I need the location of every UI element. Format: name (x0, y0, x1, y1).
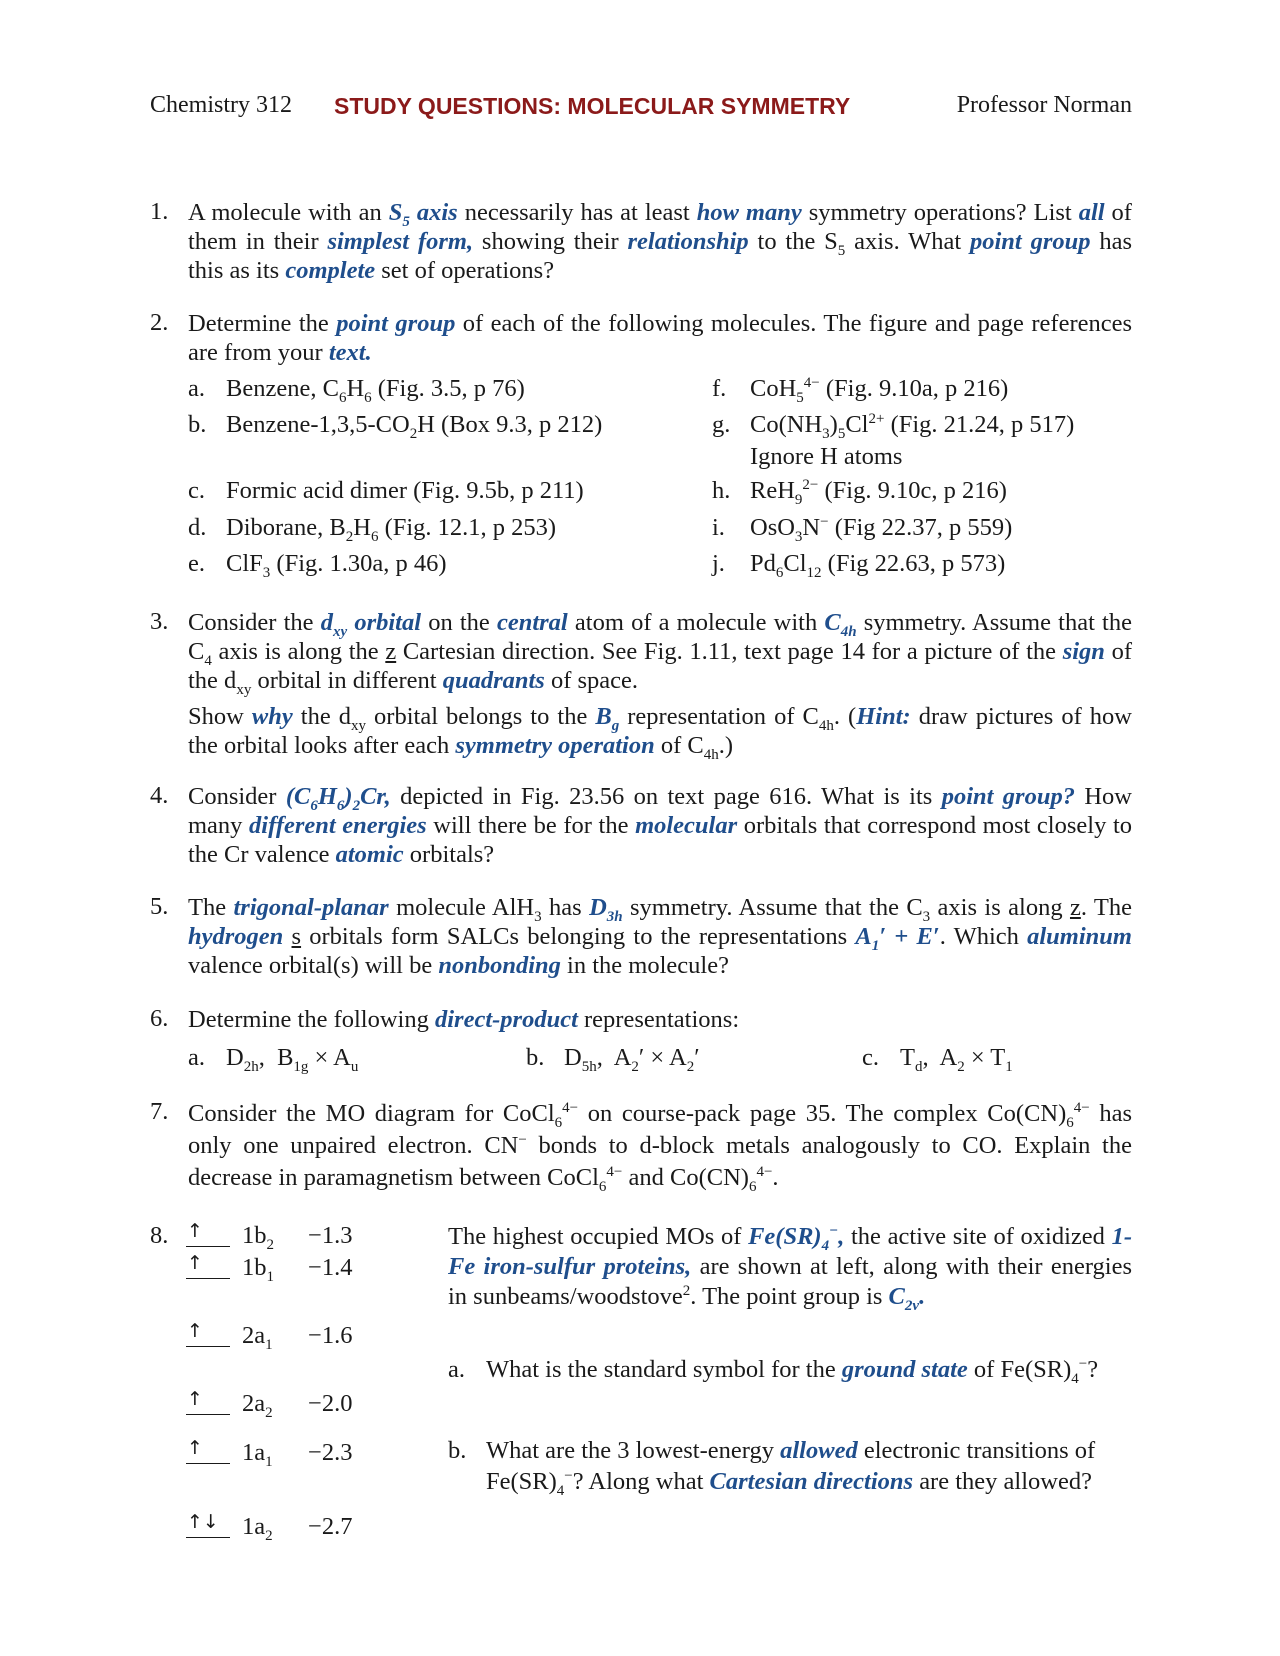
question-3-text-2: Show why the $d_{xy}$ orbital belongs to the $B_g$ representation of $C_{4h}$. (Hint: draw pictures of how the orbital looks after each symmetry operation of $C_{4h}$.) (188, 703, 1132, 763)
question-2-number: 2. (150, 309, 169, 336)
professor-name: Professor Norman (956, 92, 1132, 118)
question-2-item-f: f. CoH$_5^{4-}$ (Fig. 9.10a, p 216) (712, 374, 1009, 406)
question-8-part-b: b. What are the 3 lowest-energy allowed electronic transitions of $Fe(SR)_4^-$? Along what Cartesian directions are they allowed? (448, 1437, 1096, 1499)
question-2-item-g: g. $Co(NH_3)_5Cl^{2+}$ (Fig. 21.24, p 517) (712, 410, 1075, 442)
mo-level: ↑ $1b_1$ −1.4 (187, 1252, 353, 1285)
question-7-text: Consider the MO diagram for CoCl$_6^{4-}$ on course-pack page 35. The complex $Co(CN)_6^{4-}$ has only one unpaired electron. CN− bonds to d-block metals analogously to CO. Explain the decrease in paramagnetism between CoCl$_6^{4-}$ and $Co(CN)_6^{4-}$. (188, 1099, 1132, 1195)
question-8-part-a: a. What is the standard symbol for the ground state of $Fe(SR)_4^-$? (448, 1355, 1099, 1387)
mo-level: ↑ $2a_2$ −2.0 (187, 1388, 353, 1421)
question-6-text: Determine the following direct-product representations: (188, 1006, 740, 1033)
question-2-item-g-note: Ignore H atoms (750, 443, 903, 470)
mo-level: ↑↓ $1a_2$ −2.7 (187, 1511, 353, 1544)
mo-level: ↑ $1b_2$ −1.3 (187, 1220, 353, 1253)
question-6-number: 6. (150, 1005, 169, 1032)
mo-level: ↑ $2a_1$ −1.6 (187, 1320, 353, 1353)
question-3-number: 3. (150, 608, 169, 635)
question-4-text: Consider $(C_6H_6)_2Cr$, depicted in Fig. 23.56 on text page 616. What is its point group? How many different energies will there be for the molecular orbitals that correspond most closely to the Cr valence atomic orbitals? (188, 783, 1132, 868)
question-2-item-i: i. OsO$_3$N− (Fig 22.37, p 559) (712, 513, 1013, 545)
page-title: STUDY QUESTIONS: MOLECULAR SYMMETRY (334, 93, 851, 119)
question-2-item-a: a. Benzene, $C_6H_6$ (Fig. 3.5, p 76) (188, 375, 525, 406)
question-2-item-b: b. Benzene-$1,3,5-CO_2H$ (Box 9.3, p 212) (188, 411, 603, 442)
question-3-text: Consider the $d_{xy}$ orbital on the central atom of a molecule with $C_{4h}$ symmetry. Assume that the $C_4$ axis is along the z Cartesian direction. See Fig. 1.11, text page 14 for a picture of the sign of the $d_{xy}$ orbital in different quadrants of space. (188, 609, 1132, 698)
question-8-number: 8. (150, 1222, 169, 1249)
question-6-part-b: b. $D_{5h}$, $A_2' \times A_2'$ (526, 1044, 700, 1075)
question-2-item-c: c. Formic acid dimer (Fig. 9.5b, p 211) (188, 477, 584, 504)
question-4-number: 4. (150, 782, 169, 809)
question-1-text: A molecule with an $S_5$ axis necessarily has at least how many symmetry operations? List all of them in their simplest form, showing their relationship to the $S_5$ axis. What point group has this as its complete set of operations? (188, 199, 1132, 284)
question-2-item-d: d. Diborane, $B_2H_6$ (Fig. 12.1, p 253) (188, 514, 557, 545)
mo-level: ↑ $1a_1$ −2.3 (187, 1437, 353, 1470)
question-2-text: Determine the point group of each of the following molecules. The figure and page references are from your text. (188, 310, 1133, 366)
question-6-part-a: a. $D_{2h}$, $B_{1g} \times A_u$ (188, 1044, 359, 1075)
question-2-item-h: h. ReH$_9^{2-}$ (Fig. 9.10c, p 216) (712, 476, 1007, 508)
question-7-number: 7. (150, 1098, 169, 1125)
question-5-text: The trigonal-planar molecule AlH$_3$ has $D_{3h}$ symmetry. Assume that the $C_3$ axis is along z. The hydrogen s orbitals form SALCs belonging to the representations $A_1' + E'$. Which aluminum valence orbital(s) will be nonbonding in the molecule? (188, 894, 1133, 979)
question-6-part-c: c. $T_d$, $A_2 \times T_1$ (862, 1044, 1013, 1075)
question-8-text: The highest occupied MOs of $Fe(SR)_4^-$, the active site of oxidized 1-Fe iron-sulfur proteins, are shown at left, along with their energies in sunbeams/woodstove$^2$. The point group is $C_{2v}$. (448, 1222, 1133, 1314)
course-name: Chemistry 312 (150, 92, 292, 118)
question-1-number: 1. (150, 198, 169, 225)
question-2-item-e: e. ClF$_3$ (Fig. 1.30a, p 46) (188, 550, 447, 581)
question-2-item-j: j. $Pd_6Cl_{12}$ (Fig 22.63, p 573) (712, 550, 1006, 581)
question-5-number: 5. (150, 893, 169, 920)
